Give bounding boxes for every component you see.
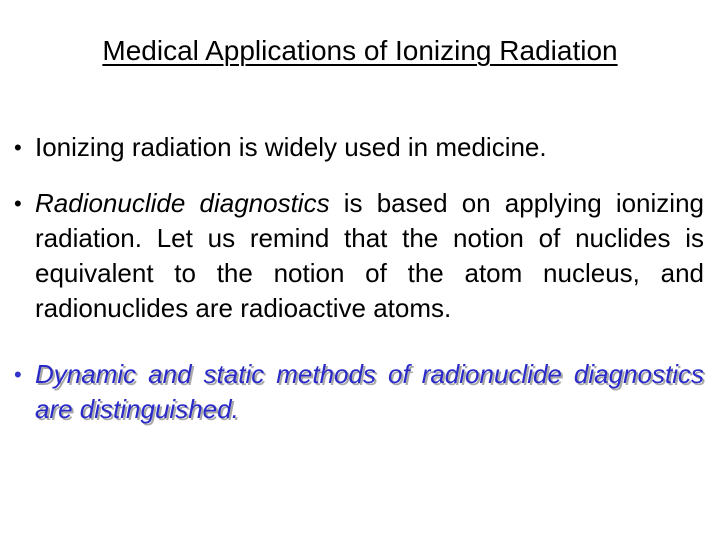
bullet-text: is based on applying ionizing radiation. Let us remind that the notion of nuclides is equivalent to the notion of the atom nucleus, and radionuclides are radioactive atoms. — [35, 188, 704, 323]
bullet-icon: • — [14, 191, 22, 216]
bullet-highlight-text: Dynamic and static methods of radionuclide diagnostics are distinguished. — [35, 359, 704, 424]
bullet-item — [14, 130, 704, 165]
bullet-item — [14, 186, 704, 326]
bullet-icon: • — [14, 362, 22, 387]
bullet-list — [14, 130, 704, 427]
bullet-item — [14, 357, 704, 427]
bullet-text: Ionizing radiation is widely used in medicine. — [35, 132, 547, 162]
slide-title: Medical Applications of Ionizing Radiation — [102, 35, 618, 66]
bullet-icon: • — [14, 135, 22, 160]
bullet-emphasis: Radionuclide diagnostics — [35, 188, 330, 218]
